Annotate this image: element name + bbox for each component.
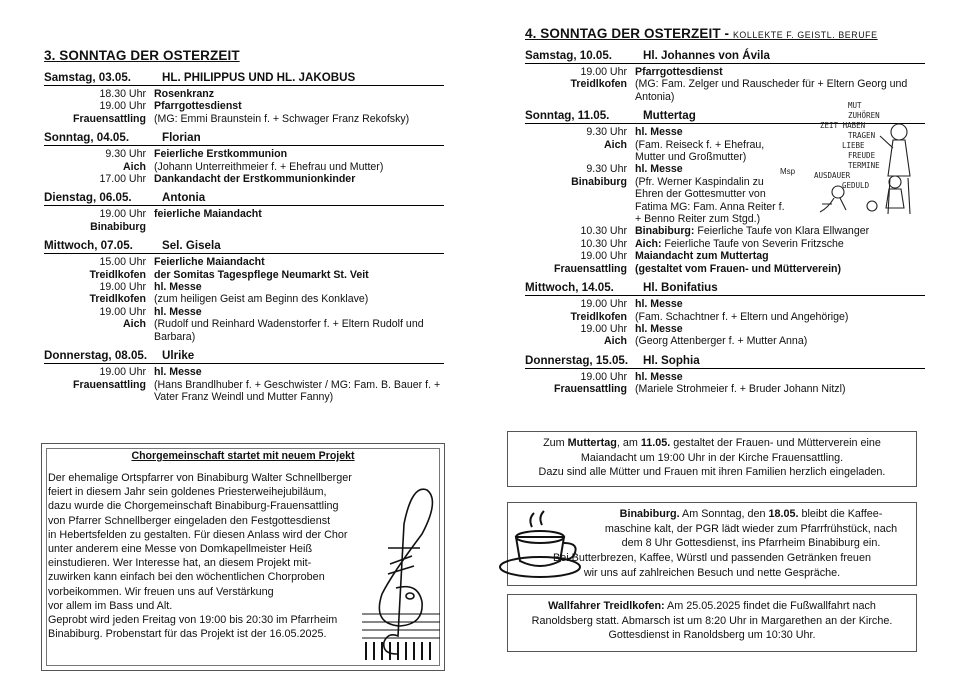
service-place: Binabiburg [571,175,627,188]
service-place: Frauensattling [554,383,627,396]
service-time: 19.00 Uhr [99,100,146,113]
chor-line: feiert in diesem Jahr sein goldenes Priesterweihejubiläum, [48,486,327,499]
service-what [154,208,444,233]
service-title: hl. Messe [154,281,202,294]
service-time: 19.00 Uhr [99,281,146,294]
day-saint: Muttertag [643,109,696,123]
kaffee-bold-2: 18.05. [768,508,799,520]
chor-line: Der ehemalige Ortspfarrer von Binabiburg Walter Schnellberger [48,472,352,484]
service-when [525,126,635,163]
service-entry [44,366,444,403]
muttertag-line-1 [508,436,916,451]
service-entry [525,225,925,237]
service-title: hl. Messe [635,126,683,139]
sunday-title-left: 3. SONNTAG DER OSTERZEIT [44,48,240,63]
service-entry [44,208,444,233]
service-place: Treidlkofen [570,310,627,323]
service-what [154,88,444,100]
muttertag-pre: Zum [543,437,568,449]
muttertag-bold-2: 11.05. [640,437,671,449]
muttertag-box [507,431,917,487]
ladder-row-5: LIEBE [842,141,865,150]
service-what [635,371,925,396]
service-inline-rest: Feierliche Taufe von Klara Ellwanger [694,225,870,238]
chor-line: dazu wurde die Chorgemeinschaft Binabiburg-Frauensattling [48,500,339,513]
day-saint: Hl. Johannes von Ávila [643,49,770,62]
service-time: 18.30 Uhr [99,88,146,100]
service-entry [44,148,444,173]
service-intention: (MG: Fam. Zelger und Rauscheder für + Eltern Georg und Antonia) [635,78,908,103]
day-date: Donnerstag, 08.05. [44,349,148,363]
service-what [154,148,444,173]
service-entry [525,250,925,275]
ladder-row-4: TRAGEN [848,131,876,140]
day-saint: Hl. Bonifatius [643,281,718,295]
service-title: Pfarrgottesdienst [635,66,723,78]
day-header [525,354,925,369]
day-date: Donnerstag, 15.05. [525,353,629,367]
sunday-title-right-text: 4. SONNTAG DER OSTERZEIT - [525,26,733,41]
service-title: Pfarrgottesdienst [154,100,242,113]
chor-text [48,471,378,641]
service-what [154,100,444,125]
day-header [44,349,444,364]
service-place: Frauensattling [73,378,146,391]
service-time: 19.00 Uhr [580,250,627,263]
chor-line: einstudieren. Wer Interesse hat, an diesem Projekt mit- [48,557,312,570]
service-when [44,306,154,343]
muttertag-mid: , am [616,437,641,449]
service-entry [44,100,444,125]
kaffee-line-4: Bei Butterbrezen, Kaffee, Würstl und passenden Getränken freuen [553,552,871,564]
service-time: 19.00 Uhr [580,322,627,335]
service-place: Aich [123,318,146,331]
service-title: Feierliche Maiandacht [154,256,265,269]
kollekte-note: KOLLEKTE F. GEISTL. BERUFE [732,30,878,40]
ladder-row-2: ZUHÖREN [848,111,880,120]
service-time: 19.00 Uhr [580,370,627,383]
service-inline-rest: Feierliche Taufe von Severin Fritzsche [661,237,844,250]
day-date: Mittwoch, 14.05. [525,281,614,295]
service-time: 9.30 Uhr [586,126,627,139]
kaffee-bottom [512,551,912,580]
service-entry [525,371,925,396]
service-what [154,173,444,185]
chor-line: vor allem im Bass und Alt. [48,599,173,612]
service-when [525,225,635,237]
service-time: 17.00 Uhr [99,173,146,186]
chor-line: Binabiburg. Probenstart für das Projekt ist der 16.05.2025. [48,628,327,641]
service-intention: (Fam. Schachtner f. + Eltern und Angehörige) [635,310,849,323]
service-time: 19.00 Uhr [99,366,146,379]
service-intention: (Mariele Strohmeier f. + Bruder Johann Nitzl) [635,383,846,396]
service-time: 10.30 Uhr [580,237,627,250]
service-title: Maiandacht zum Muttertag [635,250,769,263]
service-intention: der Somitas Tagespflege Neumarkt St. Veit [154,268,369,281]
day-header [44,191,444,206]
service-intention: (Georg Attenberger f. + Mutter Anna) [635,335,808,348]
service-title: hl. Messe [635,322,683,335]
day-block [44,71,444,125]
ladder-row-3: ZEIT HABEN [820,121,866,130]
service-what [635,238,925,250]
service-place: Treidlkofen [89,268,146,281]
muttertag-bold-1: Muttertag [567,437,617,449]
service-when [525,250,635,275]
kaffee-line-2: maschine kalt, der PGR lädt wieder zum Pfarrfrühstück, nach [604,522,898,535]
service-entry [44,281,444,306]
muttertag-post: gestaltet der Frauen- und Mütterverein eine [670,437,881,449]
service-time: 19.00 Uhr [99,208,146,221]
service-when [525,371,635,396]
service-intention: (MG: Emmi Braunstein f. + Schwager Franz Rekofsky) [154,112,410,125]
service-what [635,225,925,237]
service-time: 9.30 Uhr [586,163,627,176]
service-when [525,238,635,250]
service-place: Aich [604,335,627,348]
day-block [44,239,444,343]
service-when [525,66,635,103]
kaffee-mid: Am Sonntag, den [679,508,769,520]
service-time: 15.00 Uhr [99,256,146,269]
treble-clef-icon [352,464,442,664]
service-title: Rosenkranz [154,88,215,100]
kaffee-box [507,502,917,586]
service-time: 19.00 Uhr [580,66,627,78]
service-entry [525,238,925,250]
service-what [154,366,444,403]
service-place: Frauensattling [73,112,146,125]
service-entry [44,88,444,100]
service-intention: (Johann Unterreithmeier f. + Ehefrau und Mutter) [154,160,384,173]
muttertag-line-3: Dazu sind alle Mütter und Frauen mit ihren Familien herzlich eingeladen. [538,466,886,479]
service-intention: (zum heiligen Geist am Beginn des Konklave) [154,293,369,306]
service-time: 19.00 Uhr [580,298,627,311]
chor-announcement-box [41,443,445,671]
service-title: hl. Messe [154,366,202,379]
day-date: Dienstag, 06.05. [44,191,132,205]
service-title: feierliche Maiandacht [154,208,262,221]
service-what [154,256,444,281]
muttertag-line-2: Maiandacht um 19:00 Uhr in der Kirche Frauensattling. [580,451,844,464]
service-when [525,163,635,225]
day-date: Sonntag, 11.05. [525,109,610,123]
day-date: Sonntag, 04.05. [44,131,130,145]
kaffee-line-3: dem 8 Uhr Gottesdienst, ins Pfarrheim Binabiburg ein. [621,537,881,550]
day-header [44,71,444,86]
chor-line: vorbeikommen. Wir freuen uns auf Verstärkung [48,585,274,598]
chor-title: Chorgemeinschaft startet mit neuem Projekt [131,450,355,462]
service-title: Dankandacht der Erstkommunionkinder [154,173,356,186]
service-inline-bold: Binabiburg: [635,225,695,238]
service-when [44,173,154,185]
service-when [44,256,154,281]
service-title: hl. Messe [635,298,683,311]
ladder-row-1: MUT [848,101,862,110]
service-time: 10.30 Uhr [580,225,627,238]
service-title: Feierliche Erstkommunion [154,148,288,161]
ladder-row-6: FREUDE [848,151,876,160]
service-when [44,100,154,125]
day-block [44,349,444,403]
day-block [525,281,925,348]
service-what [154,306,444,343]
muttertag-illustration [776,96,926,226]
service-what [635,250,925,275]
service-intention: (Fam. Reiseck f. + Ehefrau, Mutter und Großmutter) [635,138,765,164]
ladder-row-9: GEDULD [842,181,870,190]
service-title: hl. Messe [154,305,202,318]
service-place: Treidlkofen [89,293,146,306]
service-entry [525,323,925,348]
day-saint: HL. PHILIPPUS UND HL. JAKOBUS [162,71,356,84]
day-block [44,191,444,233]
day-date: Samstag, 10.05. [525,49,613,62]
service-time: 19.00 Uhr [99,305,146,318]
day-saint: Florian [162,131,201,145]
service-entry [44,173,444,185]
service-inline [635,225,925,237]
service-place: Binabiburg [90,220,146,233]
service-when [44,366,154,403]
service-place: Frauensattling [554,262,627,275]
day-saint: Hl. Sophia [643,353,700,367]
service-intention: (Rudolf und Reinhard Wadenstorfer f. + Eltern Rudolf und Barbara) [154,318,424,343]
kaffee-post: bleibt die Kaffee- [798,508,883,520]
day-saint: Sel. Gisela [162,239,221,253]
wallfahrt-rest: Am 25.05.2025 findet die Fußwallfahrt nach [664,600,876,612]
day-header [525,49,925,64]
signature: Msp [780,167,796,176]
service-what [154,281,444,306]
service-inline-bold: Aich: [635,237,662,250]
service-place: Aich [123,160,146,173]
kaffee-line-1 [590,507,912,522]
kaffee-text [590,507,912,551]
chor-line: zuwirken kann einfach bei den wöchentlichen Chorproben [48,571,325,584]
day-header [525,281,925,296]
wallfahrt-bold: Wallfahrer Treidlkofen: [548,600,665,612]
day-date: Samstag, 03.05. [44,71,132,84]
wallfahrt-line-2: Ranoldsberg statt. Abmarsch ist um 8:20 Uhr in Margarethen an der Kirche. [531,614,893,627]
service-intention: (Hans Brandlhuber f. + Geschwister / MG: Fam. B. Bauer f. + Vater Franz Weindl und Mutter Fanny) [154,378,441,403]
kaffee-line-5: wir uns auf zahlreichen Besuch und nette Gespräche. [583,566,841,579]
kaffee-bold-1: Binabiburg. [619,508,680,520]
day-saint: Ulrike [162,349,195,363]
day-date: Mittwoch, 07.05. [44,239,133,253]
wallfahrt-line-3: Gottesdienst in Ranoldsberg um 10:30 Uhr. [608,629,816,642]
family-drawing-icon [776,96,926,226]
service-entry [525,298,925,323]
service-when [44,148,154,173]
service-when [44,208,154,233]
service-title: hl. Messe [635,370,683,383]
day-header [44,131,444,146]
sunday-title-right [525,26,925,41]
service-title: hl. Messe [635,163,683,176]
service-entry [44,306,444,343]
service-inline [635,238,925,250]
chor-line: in Hebertsfelden zu gestalten. Für diesen Anlass wird der Chor [48,528,348,541]
service-when [525,298,635,323]
left-schedule [44,71,444,403]
service-place: Aich [604,138,627,151]
wallfahrt-box [507,594,917,652]
day-block [44,131,444,185]
service-when [44,88,154,100]
service-intention: (Pfr. Werner Kaspindalin zu Ehren der Gottesmutter von Fatima MG: Fam. Anna Reiter f. + Benno Reiter zum Stgd.) [635,175,785,226]
ladder-row-7: TERMINE [848,161,880,170]
service-what [635,323,925,348]
day-block [525,354,925,396]
left-column [44,48,444,409]
service-entry [44,256,444,281]
service-what [635,298,925,323]
wallfahrt-line-1 [508,599,916,614]
chor-line: Geprobt wird jeden Freitag von 19:00 bis 20:30 im Pfarrheim [48,614,338,627]
service-place: Treidlkofen [570,78,627,91]
ladder-row-8: AUSDAUER [814,171,851,180]
day-saint: Antonia [162,191,206,205]
service-time: 9.30 Uhr [105,148,146,161]
service-intention: (gestaltet vom Frauen- und Mütterverein) [635,262,842,275]
service-when [525,323,635,348]
chor-line: von Pfarrer Schnellberger eingeladen den Festgottesdienst [48,514,331,527]
service-when [44,281,154,306]
day-header [44,239,444,254]
chor-line: unter anderem eine Messe von Domkapellmeister Heiß [48,543,313,556]
